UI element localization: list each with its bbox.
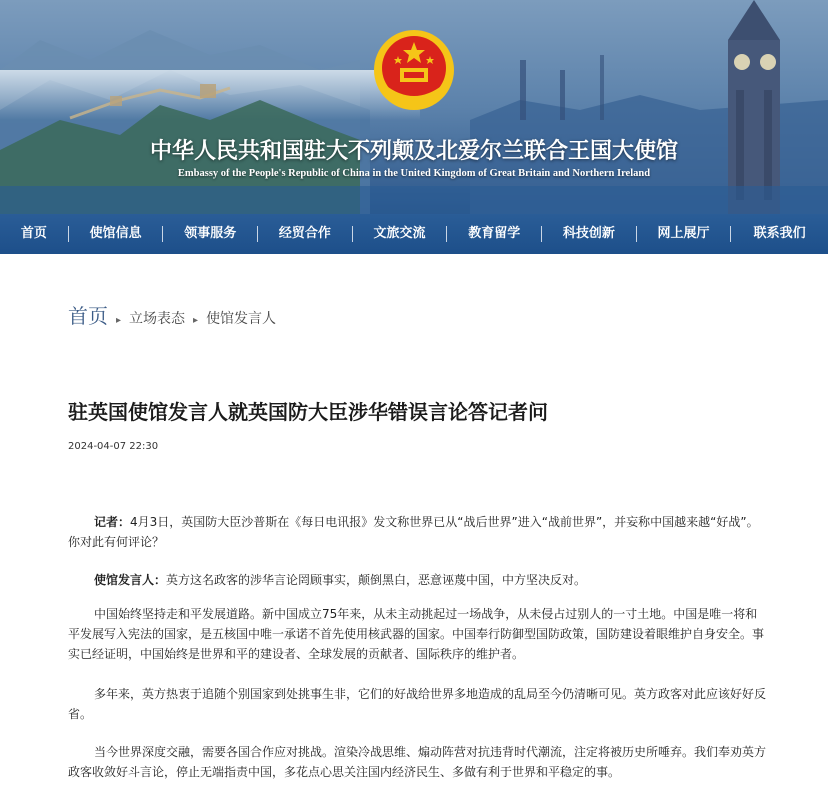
breadcrumb-position[interactable]: 立场表态 — [129, 311, 186, 327]
site-subtitle: Embassy of the People's Republic of China in the United Kingdom of Great Britain and Northern Ireland — [177, 168, 651, 179]
nav-item-home[interactable]: 首页 — [20, 226, 47, 241]
nav-item-culture[interactable]: 文旅交流 — [373, 226, 426, 241]
article-paragraph: 中国始终坚持走和平发展道路。新中国成立75年来，从未主动挑起过一场战争，从未侵占过别人的一寸土地。中国是唯一将和平发展写入宪法的国家，是五核国中唯一承诺不首先使用核武器的国家。中国奉行防御型国防政策，国防建设着眼维护自身安全。事实已经证明，中国始终是世界和平的建设者、全球发展的贡献者、国际秩序的维护者。 — [68, 607, 765, 661]
breadcrumb-home[interactable]: 首页 — [68, 304, 108, 328]
article-answer — [68, 570, 768, 590]
question-text: 4月3日，英国防大臣沙普斯在《每日电讯报》发文称世界已从“战后世界”进入“战前世界”，并妄称中国越来越“好战”。你对此有何评论？ — [68, 515, 759, 549]
main-nav — [0, 214, 828, 254]
article-paragraph: 多年来，英方热衷于追随个别国家到处挑事生非，它们的好战给世界多地造成的乱局至今仍清晰可见。英方政客对此应该好好反省。 — [68, 687, 767, 721]
nav-item-contact[interactable]: 联系我们 — [753, 226, 806, 241]
nav-item-trade[interactable]: 经贸合作 — [278, 226, 331, 241]
nav-item-exhibition[interactable]: 网上展厅 — [657, 226, 710, 241]
nav-item-consular[interactable]: 领事服务 — [184, 226, 237, 241]
breadcrumb-spokesperson[interactable]: 使馆发言人 — [206, 311, 277, 327]
breadcrumb-arrow-icon: ▸ — [116, 315, 122, 326]
question-label: 记者： — [94, 515, 131, 529]
header-banner — [0, 0, 828, 214]
nav-item-tech[interactable]: 科技创新 — [562, 226, 615, 241]
answer-label: 使馆发言人： — [94, 573, 167, 587]
nav-item-education[interactable]: 教育留学 — [468, 226, 521, 241]
site-title: 中华人民共和国驻大不列颠及北爱尔兰联合王国大使馆 — [149, 138, 678, 164]
article-question — [68, 512, 768, 552]
article-title: 驻英国使馆发言人就英国防大臣涉华错误言论答记者问 — [68, 400, 548, 424]
article-date: 2024-04-07 22:30 — [68, 441, 159, 452]
breadcrumb-arrow-icon: ▸ — [193, 315, 199, 326]
answer-text: 英方这名政客的涉华言论罔顾事实，颠倒黑白，恶意诬蔑中国，中方坚决反对。 — [166, 573, 587, 587]
national-emblem-icon — [372, 28, 456, 112]
nav-item-embassy-info[interactable]: 使馆信息 — [89, 226, 142, 241]
article-paragraph: 当今世界深度交融，需要各国合作应对挑战。渲染冷战思维、煽动阵营对抗违背时代潮流，注定将被历史所唾弃。我们奉劝英方政客收敛好斗言论，停止无端指责中国，多花点心思关注国内经济民生、多做有利于世界和平稳定的事。 — [68, 745, 767, 779]
breadcrumb — [68, 300, 276, 329]
